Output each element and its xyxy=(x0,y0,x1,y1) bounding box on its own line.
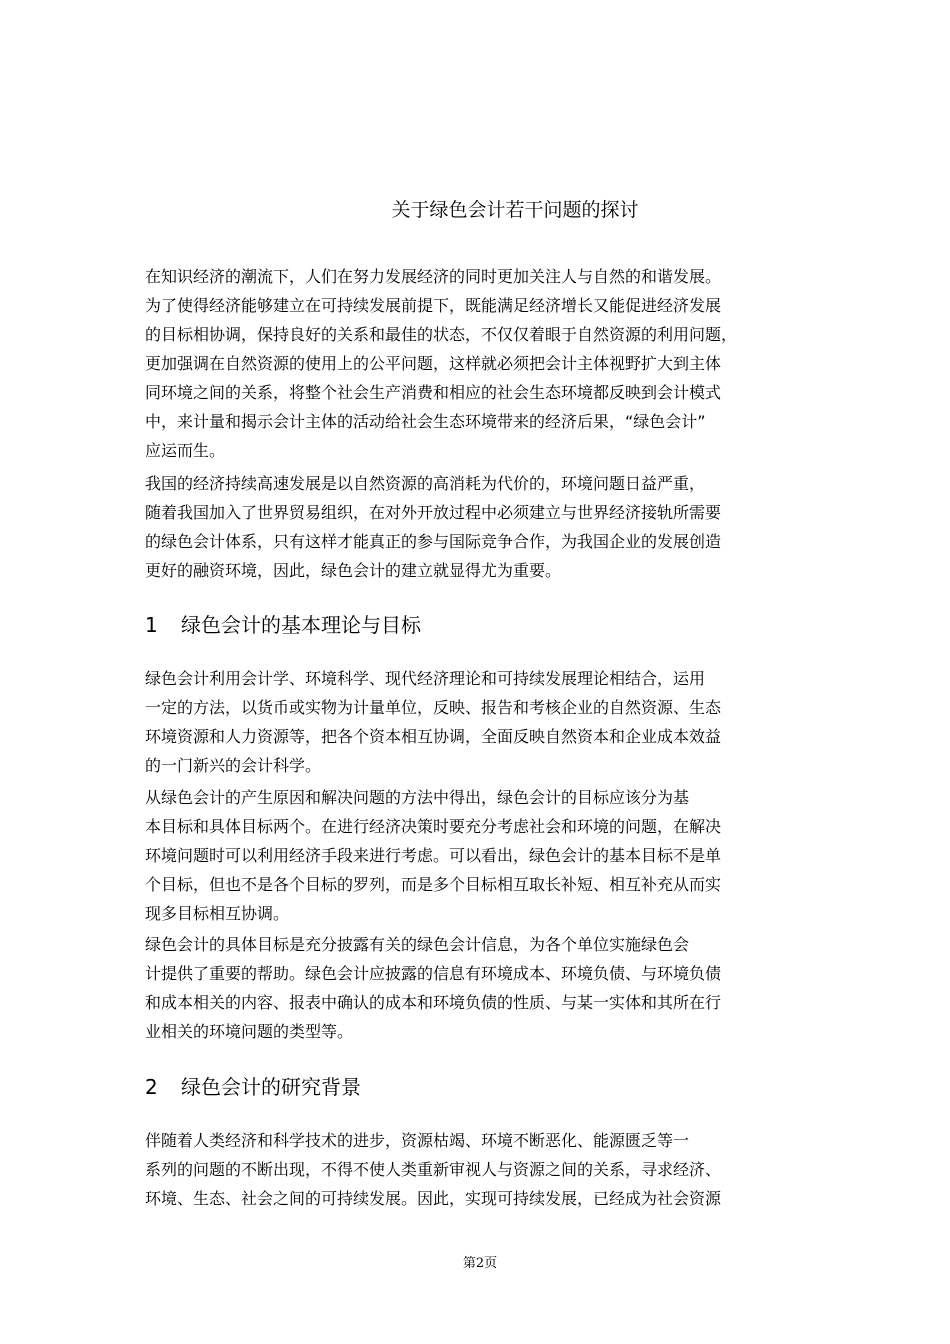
paragraph-line: 同环境之间的关系，将整个社会生产消费和相应的社会生态环境都反映到会计模式 xyxy=(145,383,722,402)
paragraph-line: 的绿色会计体系，只有这样才能真正的参与国际竞争合作，为我国企业的发展创造 xyxy=(145,532,722,551)
paragraph-line: 一定的方法，以货币或实物为计量单位，反映、报告和考核企业的自然资源、生态 xyxy=(145,698,722,717)
document-title-text: 关于绿色会计若干问题的探讨 xyxy=(391,199,639,221)
paragraph-line: 中，来计量和揭示会计主体的活动给社会生态环境带来的经济后果，“绿色会计” xyxy=(145,412,706,431)
intro-paragraph-1 xyxy=(145,262,860,465)
section-1-heading-text: 绿色会计的基本理论与目标 xyxy=(181,613,421,637)
section-1-paragraph-1 xyxy=(145,664,860,780)
paragraph-line: 计提供了重要的帮助。绿色会计应披露的信息有环境成本、环境负债、与环境负债 xyxy=(145,964,722,983)
paragraph-line: 我国的经济持续高速发展是以自然资源的高消耗为代价的，环境问题日益严重， xyxy=(145,474,706,493)
page-number: 第2页 xyxy=(462,1256,498,1271)
paragraph-line: 在知识经济的潮流下，人们在努力发展经济的同时更加关注人与自然的和谐发展。 xyxy=(145,267,722,286)
paragraph-line: 环境、生态、社会之间的可持续发展。因此，实现可持续发展，已经成为社会资源 xyxy=(145,1189,722,1208)
paragraph-line: 伴随着人类经济和科学技术的进步，资源枯竭、环境不断恶化、能源匮乏等一 xyxy=(145,1131,690,1150)
paragraph-line: 更好的融资环境，因此，绿色会计的建立就显得尤为重要。 xyxy=(145,561,562,580)
paragraph-line: 的目标相协调，保持良好的关系和最佳的状态，不仅仅着眼于自然资源的利用问题， xyxy=(145,325,738,344)
paragraph-line: 绿色会计的具体目标是充分披露有关的绿色会计信息，为各个单位实施绿色会 xyxy=(145,935,690,954)
paragraph-line: 的一门新兴的会计科学。 xyxy=(145,756,322,775)
paragraph-line: 个目标，但也不是各个目标的罗列，而是多个目标相互取长补短、相互补充从而实 xyxy=(145,875,722,894)
document-title xyxy=(0,198,950,222)
paragraph-line: 随着我国加入了世界贸易组织，在对外开放过程中必须建立与世界经济接轨所需要 xyxy=(145,503,722,522)
section-1-paragraph-3 xyxy=(145,930,860,1046)
section-2-number: 2 xyxy=(145,1075,158,1099)
paragraph-line: 和成本相关的内容、报表中确认的成本和环境负债的性质、与某一实体和其所在行 xyxy=(145,993,722,1012)
section-1-number: 1 xyxy=(145,613,158,637)
section-2-heading-text: 绿色会计的研究背景 xyxy=(181,1075,361,1099)
paragraph-line: 为了使得经济能够建立在可持续发展前提下，既能满足经济增长又能促进经济发展 xyxy=(145,296,722,315)
paragraph-line: 更加强调在自然资源的使用上的公平问题，这样就必须把会计主体视野扩大到主体 xyxy=(145,354,722,373)
paragraph-line: 应运而生。 xyxy=(145,441,226,460)
paragraph-line: 环境资源和人力资源等，把各个资本相互协调，全面反映自然资本和企业成本效益 xyxy=(145,727,722,746)
paragraph-line: 业相关的环境问题的类型等。 xyxy=(145,1022,354,1041)
paragraph-line: 系列的问题的不断出现，不得不使人类重新审视人与资源之间的关系，寻求经济、 xyxy=(145,1160,722,1179)
section-2-paragraph-1 xyxy=(145,1126,860,1213)
paragraph-line: 本目标和具体目标两个。在进行经济决策时要充分考虑社会和环境的问题，在解决 xyxy=(145,817,722,836)
paragraph-line: 环境问题时可以利用经济手段来进行考虑。可以看出，绿色会计的基本目标不是单 xyxy=(145,846,722,865)
section-1-heading xyxy=(145,611,421,639)
paragraph-line: 现多目标相互协调。 xyxy=(145,904,290,923)
section-1-paragraph-2 xyxy=(145,783,860,928)
intro-paragraph-2 xyxy=(145,469,860,585)
paragraph-line: 从绿色会计的产生原因和解决问题的方法中得出，绿色会计的目标应该分为基 xyxy=(145,788,690,807)
section-2-heading xyxy=(145,1073,361,1101)
page-footer xyxy=(0,1255,950,1273)
paragraph-line: 绿色会计利用会计学、环境科学、现代经济理论和可持续发展理论相结合，运用 xyxy=(145,669,706,688)
